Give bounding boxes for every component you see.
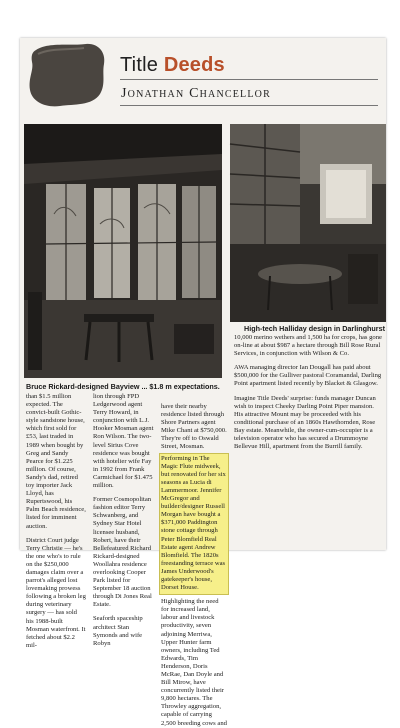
column-title <box>120 54 225 77</box>
photo-caption-right: High-tech Halliday design in Darlinghurst <box>244 324 385 333</box>
column-title-word-2: Deeds <box>163 54 225 76</box>
byline: Jonathan Chancellor <box>121 86 271 101</box>
paragraph: than $1.5 million expected. The convict-built Gothic-style sandstone house, which first sold for £53, last traded in 1989 when bought by Greg and Sandy Pearce for $1.225 million. Of course, Sandy's dad, retired toy importer Jack Lloyd, has Rupertswood, his Palm Beach residence, listed for imminent auction. <box>26 393 86 530</box>
text-column-2 <box>93 293 154 647</box>
paragraph: District Court judge Terry Christie — he's the one who's to rule on the $250,000 damages claim over a parrot's alleged lost lovemaking prowess following a broken leg during veterinary surgery — has sold his 1988-built Mosman waterfront. It fetched about $2.2 mil- <box>26 536 86 649</box>
paragraph: Imagine Title Deeds' surprise: funds manager Duncan wish to inspect Cheeky Darling Point Piper mansion. His attractive Mount may be proceeded with his conditional purchase of an 1860s Hawthornden, Rose Bay estate. Meanwhile, the owner-cum-occupier is a television operator who has secured a Drummoyne Bellevue Hill, apartment from the Burrill family. <box>234 394 376 451</box>
column-title-word-1: Title <box>120 54 159 76</box>
paragraph: Seaforth spaceship architect Stan Symonds and wife Robyn <box>93 615 143 647</box>
newspaper-clipping <box>20 38 386 727</box>
photo-caption-left: Bruce Rickard-designed Bayview ... $1.8 m expectations. <box>26 382 220 391</box>
paragraph: Performing in The Magic Flute midweek, but renovated for her six seasons as Lucia di Lammermoor. Jennifer McGregor and builder/designer Russell Morgan have bought a $371,000 Paddington stone cottage through Peter Blomfield Real Estate agent Andrew Blomfield. The 1820s freestanding terrace was James Underwood's gatekeeper's house, Dorset House. <box>161 454 226 592</box>
paragraph: lion through FPD Ledgerwood agent Terry Howard, in conjunction with L.J. Hooker Mosman agent Ron Wilson. The two-level Sirius Cove residence was bought with hotelier wife Fay in 1992 from Frank Carmichael for $1.475 million. <box>93 393 154 490</box>
highlighted-paragraph <box>160 454 228 595</box>
paragraph: have their nearby residence listed through Shore Partners agent Mike Chant at $750,000. They're off to Oswald Street, Mosman. <box>161 403 227 451</box>
masthead-rule-top <box>120 79 378 80</box>
paragraph: Highlighting the need for increased land, labour and livestock productivity, seven adjoining Merriwa, Upper Hunter farm owners, including Ted Edwards, Tim Henderson, Doris McRae, Dan Doyle and Bill Mirow, have concurrently listed their 9,800 hectares. The Throwley aggregation, capable of carrying 2,500 breeding cows and <box>161 598 227 727</box>
masthead-rule-bottom <box>120 105 378 106</box>
text-column-3 <box>161 293 227 727</box>
paragraph: 10,000 merino wethers and 1,500 ha for crops, has gone on-line at about $987 a hectare through Bill Rose Rural Services, in conjunction with Wilson & Co. <box>234 334 382 358</box>
text-column-1 <box>26 393 86 649</box>
paragraph: AWA managing director Ian Dougall has paid about $500,000 for the Gulliver pastoral Coramandal, Darling Point apartment listed recently by Blacket & Glasgow. <box>234 364 382 388</box>
darlinghurst-interior-photo <box>230 124 386 322</box>
column-logo-blob <box>26 40 108 110</box>
paragraph: Former Cosmopolitan fashion editor Terry Schwanberg, and Sydney Star Hotel licensee husband, Robert, have their Bellefeatured Richard Rickard-designed Woollahra residence overlooking Cooper Park listed for September 18 auction through Di Jones Real Estate. <box>93 496 152 609</box>
text-column-4 <box>234 334 384 544</box>
